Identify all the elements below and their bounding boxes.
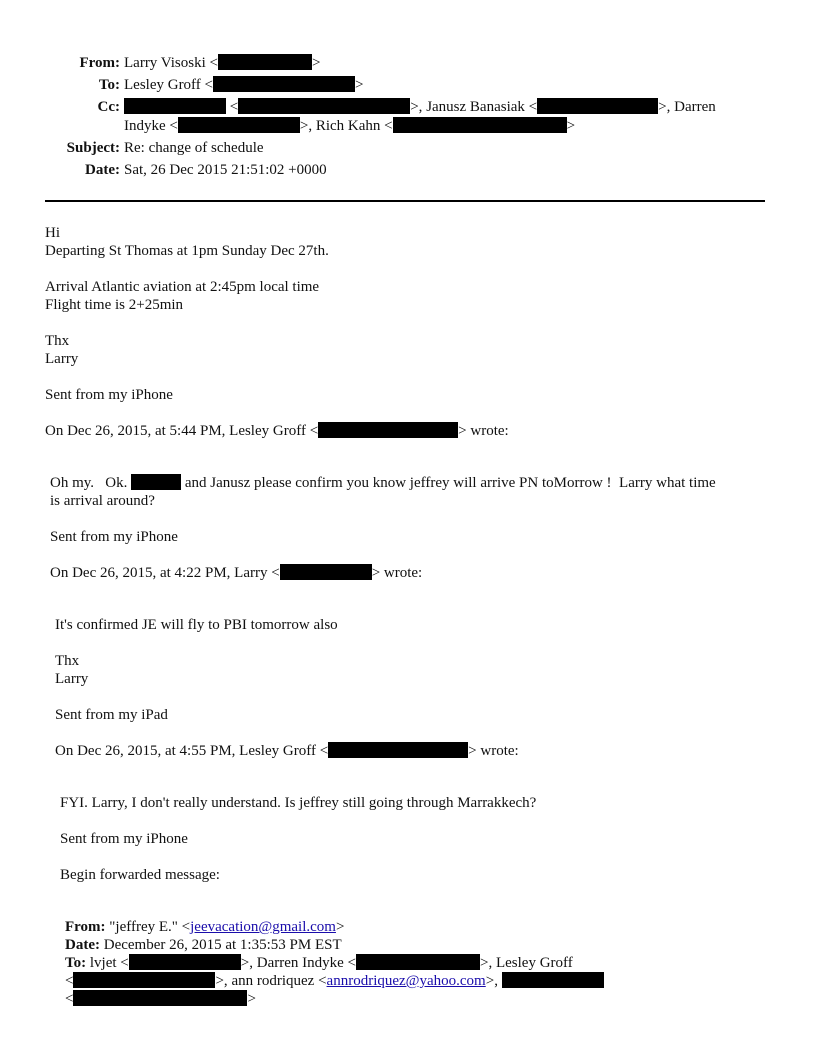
header-divider <box>45 200 765 202</box>
date-value: Sat, 26 Dec 2015 21:51:02 +0000 <box>124 162 327 178</box>
quote-line: Thx <box>55 653 80 669</box>
attribution-text: On Dec 26, 2015, at 4:22 PM, Larry <box>50 565 268 581</box>
quote-line: Sent from my iPad <box>55 707 168 723</box>
fwd-from-line: From: "jeffrey E." <jeevacation@gmail.com> <box>65 919 345 935</box>
redaction-block <box>73 990 247 1006</box>
redaction-block <box>280 564 372 580</box>
quote-attribution: On Dec 26, 2015, at 4:22 PM, Larry < > wrote: <box>50 565 423 581</box>
subject-value: Re: change of schedule <box>124 140 264 156</box>
redaction-block <box>393 117 567 133</box>
fwd-to-lvjet: lvjet <box>89 955 117 971</box>
body-line: Larry <box>45 351 79 367</box>
date-label: Date: <box>85 162 120 178</box>
redaction-block <box>328 742 468 758</box>
cc-label: Cc: <box>97 99 120 115</box>
quote-line: Sent from my iPhone <box>60 831 188 847</box>
cc-value-line2: Indyke < >, Rich Kahn < > <box>124 118 576 134</box>
fwd-to-lesley: Lesley Groff <box>495 955 573 971</box>
fwd-from-label: From: <box>65 919 106 935</box>
from-value: Larry Visoski < > <box>124 55 321 71</box>
redaction-block <box>537 98 658 114</box>
body-line: Thx <box>45 333 70 349</box>
body-line: Sent from my iPhone <box>45 387 173 403</box>
redaction-block <box>318 422 458 438</box>
quote-line: It's confirmed JE will fly to PBI tomorrow also <box>55 617 338 633</box>
quote-line <box>50 474 716 492</box>
quote-line: Begin forwarded message: <box>60 867 220 883</box>
fwd-to-darren: Darren Indyke <box>256 955 344 971</box>
to-value: Lesley Groff < > <box>124 77 364 93</box>
quote-attribution: On Dec 26, 2015, at 5:44 PM, Lesley Groff < > wrote: <box>45 423 509 439</box>
redaction-block <box>218 54 312 70</box>
redaction-block <box>73 972 215 988</box>
attribution-wrote: wrote: <box>470 423 509 439</box>
quote-line: is arrival around? <box>50 493 155 509</box>
fwd-date-value: December 26, 2015 at 1:35:53 PM EST <box>103 937 342 953</box>
quote-line: Sent from my iPhone <box>50 529 178 545</box>
redaction-block <box>129 954 241 970</box>
redaction-block <box>178 117 300 133</box>
redaction-block <box>238 98 410 114</box>
quote-attribution: On Dec 26, 2015, at 4:55 PM, Lesley Groff < > wrote: <box>55 743 519 759</box>
body-line: Flight time is 2+25min <box>45 297 184 313</box>
to-label: To: <box>98 77 120 93</box>
fwd-date-line <box>65 936 342 954</box>
redaction-block <box>124 98 226 114</box>
redaction-block <box>213 76 355 92</box>
fwd-to-ann: ann rodriquez <box>231 973 315 989</box>
attribution-wrote: wrote: <box>480 743 519 759</box>
body-line: Departing St Thomas at 1pm Sunday Dec 27th. <box>45 243 329 259</box>
attribution-text: On Dec 26, 2015, at 5:44 PM, Lesley Groff <box>45 423 306 439</box>
redaction-block <box>502 972 604 988</box>
fwd-from-name: "jeffrey E." <box>109 919 178 935</box>
body-line: Hi <box>45 225 60 241</box>
quote-text: Oh my. Ok. <box>50 475 128 491</box>
cc-janusz: Janusz Banasiak <box>426 99 525 115</box>
fwd-to-label: To: <box>65 955 87 971</box>
redaction-block <box>356 954 480 970</box>
fwd-date-label: Date: <box>65 937 100 953</box>
cc-rich: Rich Kahn <box>315 118 381 134</box>
fwd-to-line1: To: lvjet < >, Darren Indyke < >, Lesley Groff <box>65 955 573 971</box>
fwd-to-line2: < >, ann rodriquez <annrodriquez@yahoo.com>, <box>65 972 604 990</box>
cc-darren: Darren <box>674 99 716 115</box>
cc-value-line1: < >, Janusz Banasiak < >, Darren <box>124 98 716 116</box>
cc-indyke: Indyke <box>124 118 166 134</box>
attribution-wrote: wrote: <box>383 565 423 581</box>
fwd-to-line3: < > <box>65 991 256 1007</box>
attribution-text: On Dec 26, 2015, at 4:55 PM, Lesley Groff <box>55 743 316 759</box>
fwd-to-ann-email-link[interactable]: annrodriquez@yahoo.com <box>326 973 486 989</box>
quote-line: Larry <box>55 671 89 687</box>
redaction-block <box>131 474 181 490</box>
quote-line: FYI. Larry, I don't really understand. Is jeffrey still going through Marrakkech? <box>60 795 537 811</box>
quote-text: and Janusz please confirm you know jeffrey will arrive PN toMorrow ! Larry what time <box>184 475 716 491</box>
from-name: Larry Visoski <box>124 55 206 71</box>
to-name: Lesley Groff <box>124 77 201 93</box>
from-label: From: <box>79 55 120 71</box>
fwd-from-email-link[interactable]: jeevacation@gmail.com <box>190 919 336 935</box>
body-line: Arrival Atlantic aviation at 2:45pm local time <box>45 279 320 295</box>
subject-label: Subject: <box>66 140 120 156</box>
